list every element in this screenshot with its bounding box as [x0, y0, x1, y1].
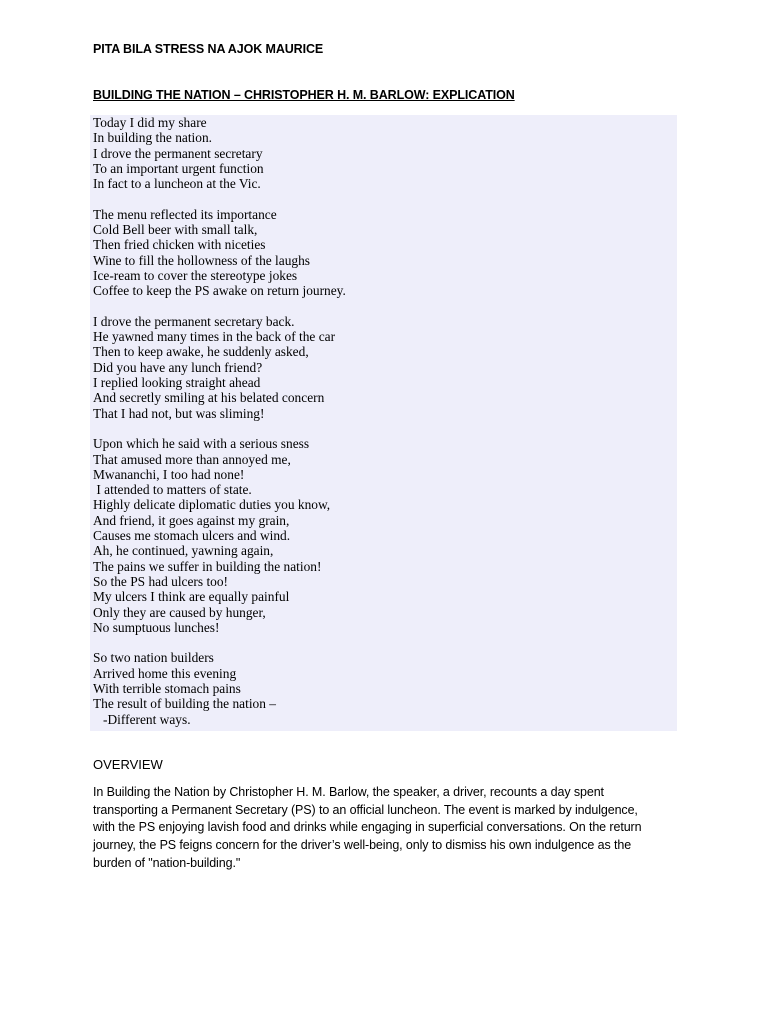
overview-heading: OVERVIEW [93, 757, 163, 772]
poem-line: Highly delicate diplomatic duties you know, [93, 497, 331, 513]
poem-line: I drove the permanent secretary [93, 145, 263, 161]
overview-paragraph [93, 784, 677, 873]
poem-line: The pains we suffer in building the nation! [93, 558, 322, 574]
poem-line: Coffee to keep the PS awake on return journey. [93, 283, 346, 299]
poem-stanza [93, 314, 677, 421]
poem-line: I attended to matters of state. [93, 482, 252, 498]
stanza-break [93, 299, 677, 314]
overview-line: In Building the Nation by Christopher H. M. Barlow, the speaker, a driver, recounts a day spent [93, 785, 604, 799]
poem-line: Upon which he said with a serious sness [93, 436, 310, 452]
poem-line: In building the nation. [93, 130, 213, 146]
poem-line: Did you have any lunch friend? [93, 359, 263, 375]
poem-line: So two nation builders [93, 650, 214, 666]
poem-line: With terrible stomach pains [93, 680, 241, 696]
poem-line: He yawned many times in the back of the car [93, 329, 336, 345]
poem-line: Ah, he continued, yawning again, [93, 543, 274, 559]
author-names: PITA BILA STRESS NA AJOK MAURICE [93, 42, 324, 56]
poem-line: In fact to a luncheon at the Vic. [93, 176, 261, 192]
poem-line: No sumptuous lunches! [93, 619, 220, 635]
poem-line: And secretly smiling at his belated concern [93, 390, 325, 406]
poem-line: The menu reflected its importance [93, 206, 277, 222]
document-title: BUILDING THE NATION – CHRISTOPHER H. M. BARLOW: EXPLICATION [93, 88, 515, 102]
poem-text [93, 115, 677, 727]
overview-line: burden of "nation-building." [93, 855, 241, 870]
poem-stanza [93, 207, 677, 299]
poem-line: Ice-ream to cover the stereotype jokes [93, 267, 298, 283]
poem-line: And friend, it goes against my grain, [93, 512, 290, 528]
overview-line: journey, the PS feigns concern for the driver’s well-being, only to dismiss his own indulgence as the [93, 838, 632, 853]
poem-line: So the PS had ulcers too! [93, 573, 229, 589]
poem-line: Today I did my share [93, 115, 207, 130]
poem-line: I drove the permanent secretary back. [93, 313, 295, 329]
poem-line: Arrived home this evening [93, 665, 237, 681]
poem-line: Mwananchi, I too had none! [93, 466, 245, 482]
poem-stanza [93, 436, 677, 635]
overview-line: with the PS enjoying lavish food and drinks while engaging in superficial conversations. On the return [93, 820, 642, 835]
stanza-break [93, 191, 677, 206]
poem-stanza [93, 115, 677, 191]
stanza-break [93, 635, 677, 650]
poem-line: Wine to fill the hollowness of the laughs [93, 252, 311, 268]
poem-line: My ulcers I think are equally painful [93, 589, 290, 605]
poem-line: The result of building the nation – [93, 696, 276, 712]
poem-line: Then fried chicken with niceties [93, 237, 266, 253]
poem-line: Only they are caused by hunger, [93, 604, 266, 620]
poem-block [90, 115, 677, 731]
poem-line: To an important urgent function [93, 160, 264, 176]
poem-line: Causes me stomach ulcers and wind. [93, 528, 291, 544]
poem-line: I replied looking straight ahead [93, 375, 261, 391]
poem-line: That I had not, but was sliming! [93, 405, 265, 421]
poem-line: -Different ways. [93, 711, 191, 727]
poem-line: That amused more than annoyed me, [93, 451, 291, 467]
poem-stanza [93, 650, 677, 726]
poem-line: Then to keep awake, he suddenly asked, [93, 344, 309, 360]
stanza-break [93, 421, 677, 436]
overview-line: transporting a Permanent Secretary (PS) to an official luncheon. The event is marked by indulgence, [93, 802, 638, 817]
poem-line: Cold Bell beer with small talk, [93, 222, 258, 238]
